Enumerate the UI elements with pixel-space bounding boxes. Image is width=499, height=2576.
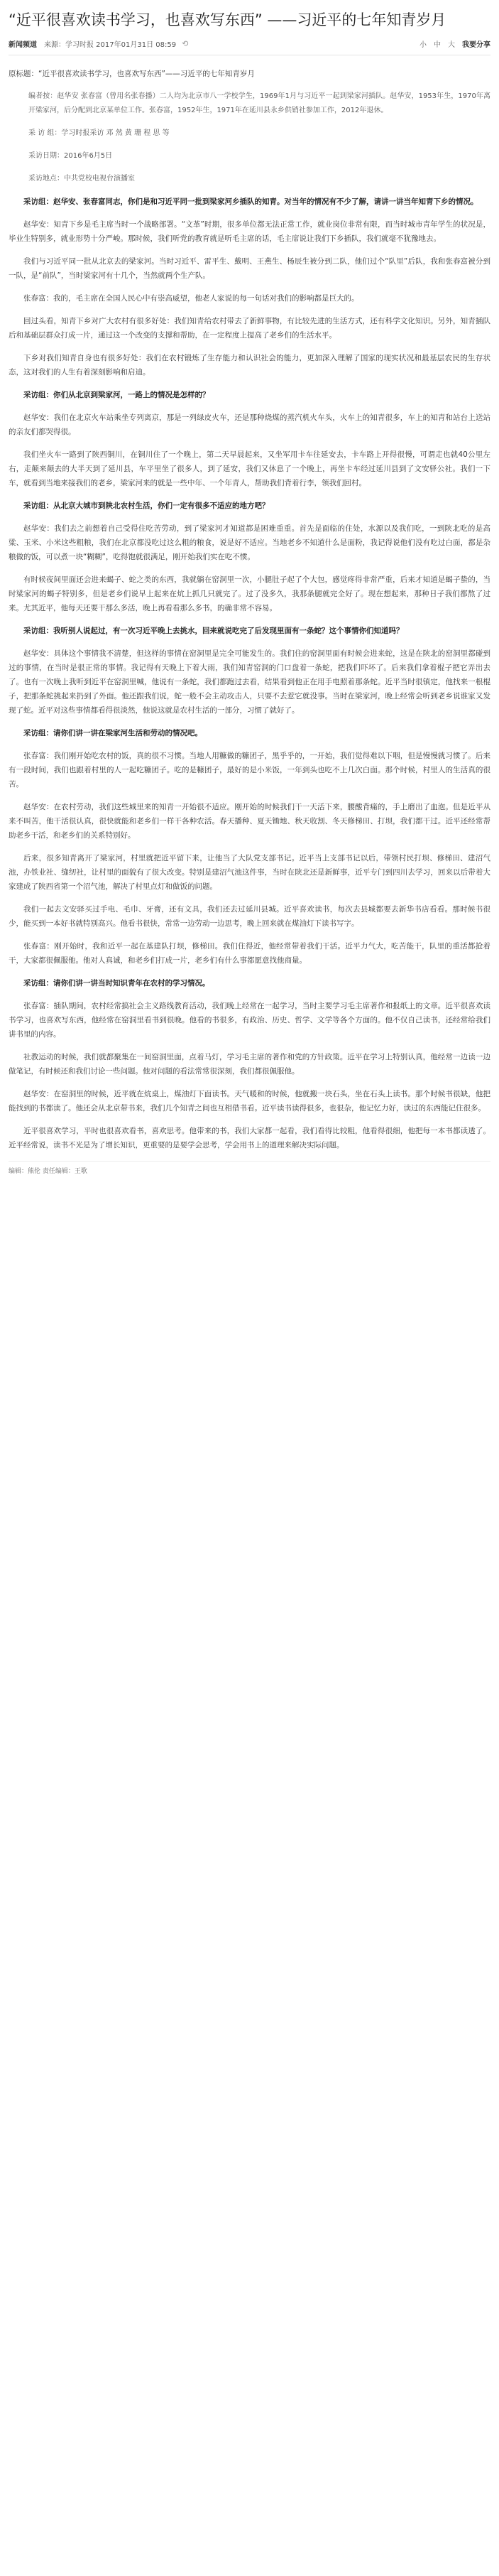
paragraph: 采 访 组：学习时报采访 邓 然 黄 珊 程 思 等 xyxy=(28,129,170,137)
paragraph: 近平很喜欢学习，平时也很喜欢看书，喜欢思考。他带来的书，我们大家都一起看，我们看得比较粗，他看得很细，他把每一本书都读透了。近平经常说，读书不光是为了增长知识，更重要的是要学会思考，学会用书上的道理来解决实际问题。 xyxy=(9,1127,490,1149)
paragraph: 后来，很多知青离开了梁家河，村里就把近平留下来，让他当了大队党支部书记。近平当上支部书记以后，带领村民打坝、修梯田、建沼气池，办铁业社、缝纫社，让村里的面貌有了很大改变。特别是建沼气池这件事，当时在陕北还是新鲜事，近平专门到四川去学习，回来以后带着大家建成了陕西省第一个沼气池，解决了村里点灯和做饭的问题。 xyxy=(9,854,490,891)
article-meta xyxy=(9,38,490,55)
paragraph: 赵华安：在窑洞里的时候，近平就在炕桌上，煤油灯下面读书。天气暖和的时候，他就搬一块石头，坐在石头上读书。那个时候书很缺，他把能找到的书都读了。他还会从北京带书来，我们几个知青之间也互相借书看。近平读书读得很多，也很杂，他记忆力好，读过的东西能记住很多。 xyxy=(9,1090,490,1113)
font-small-button[interactable]: 小 xyxy=(420,41,427,49)
font-large-button[interactable]: 大 xyxy=(448,41,455,49)
paragraph: 张春富：刚开始时，我和近平一起在基建队打坝，修梯田。我们住得近，他经常带着我们干活。近平力气大，吃苦能干，队里的重活都抢着干，大家都很佩服他。他对人真诚，和老乡们打成一片，老乡们有什么事都愿意找他商量。 xyxy=(9,942,490,965)
paragraph: 我们与习近平同一批从北京去的梁家河。当时习近平、雷平生、戴明、王燕生、杨辰生被分到二队，他们过个“队里”后队，我和张春富被分到一队，是“前队”，当时梁家河有十几个，当然就两个生产队。 xyxy=(9,257,490,280)
paragraph: 张春富：我的，毛主席在全国人民心中有崇高威望，他老人家说的每一句话对我们的影响都是巨大的。 xyxy=(23,294,359,303)
font-medium-button[interactable]: 中 xyxy=(434,41,441,49)
interview-question: 采访组：你们从北京到梁家河，一路上的情况是怎样的？ xyxy=(23,391,210,399)
paragraph: 下乡对我们知青自身也有很多好处：我们在农村锻炼了生存能力和认识社会的能力，更加深入理解了国家的现实状况和最基层农民的生存状态，这对我们的人生有着深刻影响和启迪。 xyxy=(9,354,490,377)
paragraph: 赵华安：在农村劳动，我们这些城里来的知青一开始很不适应。刚开始的时候我们干一天活下来，腰酸背痛的，手上磨出了血泡。但是近平从来不叫苦，他干活很认真，很快就能和老乡们一样干各种农活。春天播种、夏天锄地、秋天收割、冬天修梯田、打坝，我们都干过。近平还经常帮助老乡干活，和老乡们的关系特别好。 xyxy=(9,803,490,840)
article-page xyxy=(0,0,499,1175)
paragraph: 我们坐火车一路到了陕西铜川，在铜川住了一个晚上，第二天早晨起来，又坐军用卡车往延安去，卡车路上开得很慢，可谓走也就40公里左右，走颠来颠去的大半天到了延川县，车平里坐了很多人，到了延安，我们又休息了一个晚上，再坐卡车经过延川县到了文安驿公社。我们一下车，就看到当地来接我们的老乡，梁家河来的就是一些中年、一个年青人，帮助我们背着行李，领我们回村。 xyxy=(9,450,490,487)
paragraph: 张春富：我们刚开始吃农村的饭，真的很不习惯。当地人用糠做的糠团子，黑乎乎的，一开始，我们觉得难以下咽，但是慢慢就习惯了。后来有一段时间，我们也跟着村里的人一起吃糠团子。吃的是糠团子，最好的是小米饭，一年到头也吃不上几次白面。那个时候，村里人的生活真的很苦。 xyxy=(9,752,490,789)
paragraph: 张春富：插队期间，农村经常搞社会主义路线教育活动，我们晚上经常在一起学习，当时主要学习毛主席著作和报纸上的文章。近平很喜欢读书学习，也喜欢写东西，他经常在窑洞里看书到很晚。他看的书很多，有政治、历史、哲学、文学等各个方面的。他不仅自己读书，还经常给我们讲书里的内容。 xyxy=(9,1002,490,1039)
paragraph: 原标题：“近平很喜欢读书学习，也喜欢写东西”——习近平的七年知青岁月 xyxy=(9,70,255,78)
paragraph: 赵华安：我们去之前想着自己受得住吃苦劳动，到了梁家河才知道都是困难重重。首先是面临的住处，水源以及我们吃，一到陕北吃的是高粱、玉米、小米这些粗粮，我们在北京都没吃过这么粗的粮食，说是好不适应。当地老乡不知道什么是面粉，我记得说他们没有吃过白面，都是杂粮做的饭，可以煮一块“糊糊”，吃得饱就很满足，刚开始我们实在吃不惯。 xyxy=(9,524,490,561)
interview-question: 采访组：请你们讲一讲当时知识青年在农村的学习情况。 xyxy=(23,979,210,987)
paragraph: 赵华安：知青下乡是毛主席当时一个战略部署。“文革”时期，很多单位都无法正常工作，就业岗位非常有限，而当时城市青年学生的状况是，毕业生特别多，就业形势十分严峻。那时候，我们听党的教育就是听毛主席的话，毛主席说让我们下乡插队，我们就毫不犹豫地去。 xyxy=(9,220,490,243)
share-button[interactable]: 我要分享 xyxy=(462,41,490,49)
font-tools xyxy=(420,38,490,49)
article-title: “近平很喜欢读书学习，也喜欢写东西” ——习近平的七年知青岁月 xyxy=(9,11,446,28)
paragraph: 赵华安：具体这个事情我不清楚，但这样的事情在窑洞里是完全可能发生的。我们住的窑洞里面有时候会进来蛇，这是在陕北的窑洞里都碰到过的事情，在当时是很正常的事情。我记得有天晚上下着大雨，我们知青窑洞的门口盘着一条蛇，把我们吓坏了。后来我们拿着棍子把它弄出去了。也有一次晚上我听到近平在窑洞里喊，他说有一条蛇，我们都跑过去看，结果看到他正在用手电照着那条蛇。近平当时很镇定，他找来一根棍子，把那条蛇挑起来扔到了外面。他还跟我们说，蛇一般不会主动攻击人，只要不去惹它就没事。当时在梁家河，晚上经常会听到老乡说谁家又发现了蛇。近平对这些事情都看得很淡然，他说这就是农村生活的一部分，习惯了就好了。 xyxy=(9,649,490,715)
paragraph: 社教运动的时候，我们就都聚集在一间窑洞里面，点着马灯，学习毛主席的著作和党的方针政策。近平在学习上特别认真，他经常一边读一边做笔记，有时候还和我们讨论一些问题。他对问题的看法常常很深刻，我们都很佩服他。 xyxy=(9,1053,490,1076)
interview-question: 采访组：我听别人说起过，有一次习近平晚上去挑水，回来就说吃完了后发现里面有一条蛇？这个事情你们知道吗？ xyxy=(23,627,404,635)
article-footer: 编辑：熊伦 责任编辑：王歌 xyxy=(9,1161,490,1175)
paragraph: 赵华安：我们在北京火车站乘坐专列离京，那是一列绿皮火车，还是那种烧煤的蒸汽机火车头，火车上的知青很多，车上的知青和站台上送站的亲友们都哭得很。 xyxy=(9,413,490,436)
paragraph: 有时候夜间里面还会进来蝎子、蛇之类的东西，我就躺在窑洞里一次，小腿肚子起了个大包，感觉疼得非常严重，后来才知道是蝎子蛰的，当时梁家河的蝎子特别多，但是老乡们说早上起来在炕上抓几只就完了。过了没多久，我那条腿就完全好了。现在想起来，那种日子我们都熬了过来。尤其近平，他每天还要干那么多活，晚上再看看那么多书，的确非常不容易。 xyxy=(9,575,490,612)
share-icon[interactable]: ⟲ xyxy=(182,39,189,48)
paragraph: 采访日期：2016年6月5日 xyxy=(28,152,113,160)
interview-question: 采访组：请你们讲一讲在梁家河生活和劳动的情况吧。 xyxy=(23,729,202,737)
paragraph: 回过头看，知青下乡对广大农村有很多好处：我们知青给农村带去了新鲜事物，有比较先进的生活方式，还有科学文化知识。另外，知青插队后和基础层群众打成一片，通过这一个改变的支撑和帮助，在一定程度上提高了老乡们的生活水平。 xyxy=(9,317,490,340)
article-origin: 来源：学习时报 2017年01月31日 08:59 xyxy=(44,41,177,49)
paragraph: 我们一起去文安驿买过手电、毛巾、牙膏，还有文具，我们还去过延川县城。近平喜欢读书，每次去县城都要去新华书店看看。那时候书很少，能买到一本好书就特别高兴。他看书很快，常常一边劳动一边思考，晚上回来就在煤油灯下读书写字。 xyxy=(9,905,490,928)
channel-source[interactable]: 新闻频道 xyxy=(9,41,37,49)
interview-question: 采访组：赵华安、张春富同志，你们是和习近平同一批到梁家河乡插队的知青。对当年的情况有不少了解，请讲一讲当年知青下乡的情况。 xyxy=(23,197,478,206)
paragraph: 采访地点：中共党校电视台演播室 xyxy=(28,175,135,183)
article-body xyxy=(9,67,490,1152)
paragraph: 编者按：赵华安 张春富（曾用名张春播）二人均为北京市八一学校学生，1969年1月与习近平一起到梁家河插队。赵华安，1953年生，1970年离开梁家河，后分配到北京某单位工作。张春富，1952年生，1971年在延川县永乡供销社参加工作，2012年退休。 xyxy=(28,92,490,114)
interview-question: 采访组：从北京大城市到陕北农村生活，你们一定有很多不适应的地方吧？ xyxy=(23,502,270,510)
